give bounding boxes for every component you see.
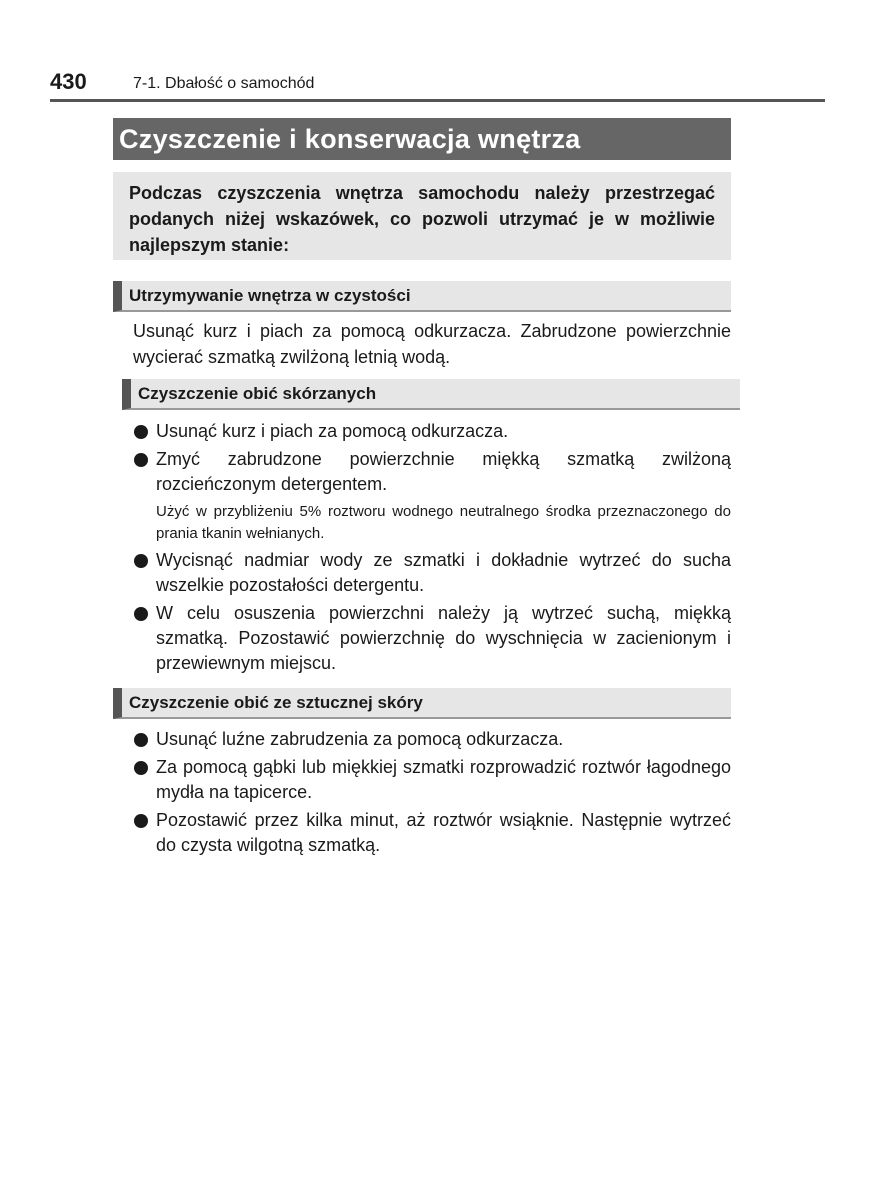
section-heading-leather: Czyszczenie obić skórzanych	[122, 379, 740, 410]
bullet-icon	[134, 761, 148, 775]
section-heading-keeping-clean: Utrzymywanie wnętrza w czystości	[113, 281, 731, 312]
list-item-text: Zmyć zabrudzone powierzchnie miękką szmatką zwilżoną rozcieńczonym detergentem.	[156, 449, 731, 494]
section-paragraph-keeping-clean: Usunąć kurz i piach za pomocą odkurzacza. Zabrudzone powierzchnie wycierać szmatką zwilżoną letnią wodą.	[133, 321, 731, 367]
list-item-text: Usunąć luźne zabrudzenia za pomocą odkurzacza.	[156, 729, 564, 749]
bullet-icon	[134, 814, 148, 828]
intro-text: Podczas czyszczenia wnętrza samochodu należy przestrzegać podanych niżej wskazówek, co pozwoli utrzymać je w możliwie najlepszym stanie:	[129, 183, 715, 255]
intro-box	[113, 172, 731, 260]
list-item-note: Użyć w przybliżeniu 5% roztworu wodnego neutralnego środka przeznaczonego do prania tkanin wełnianych.	[156, 503, 731, 542]
list-item-text: Usunąć kurz i piach za pomocą odkurzacza.	[156, 421, 509, 441]
list-item-text: Za pomocą gąbki lub miękkiej szmatki rozprowadzić roztwór łagodnego mydła na tapicerce.	[156, 757, 731, 802]
list-item-text: Pozostawić przez kilka minut, aż roztwór wsiąknie. Następnie wytrzeć do czysta wilgotną szmatką.	[156, 810, 731, 855]
bullet-icon	[134, 607, 148, 621]
bullet-icon	[134, 733, 148, 747]
list-item	[133, 808, 731, 858]
list-item	[133, 419, 731, 444]
page-number: 430	[50, 69, 87, 94]
bullet-icon	[134, 453, 148, 467]
section-heading-artificial-leather: Czyszczenie obić ze sztucznej skóry	[113, 688, 731, 719]
list-item-text: Wycisnąć nadmiar wody ze szmatki i dokładnie wytrzeć do sucha wszelkie pozostałości detergentu.	[156, 550, 731, 595]
list-item	[133, 601, 731, 676]
list-item	[133, 447, 731, 545]
list-item-text: W celu osuszenia powierzchni należy ją wytrzeć suchą, miękką szmatką. Pozostawić powierzchnię do wyschnięcia w zacienionym i przewiewnym miejscu.	[156, 603, 731, 673]
page-header	[50, 66, 825, 102]
list-item	[133, 755, 731, 805]
bullet-icon	[134, 425, 148, 439]
page-title: Czyszczenie i konserwacja wnętrza	[113, 118, 731, 160]
list-item	[133, 727, 731, 752]
chapter-title: 7-1. Dbałość o samochód	[133, 75, 315, 92]
list-item	[133, 548, 731, 598]
leather-bullet-list	[133, 419, 731, 679]
bullet-icon	[134, 554, 148, 568]
artificial-leather-bullet-list	[133, 727, 731, 861]
